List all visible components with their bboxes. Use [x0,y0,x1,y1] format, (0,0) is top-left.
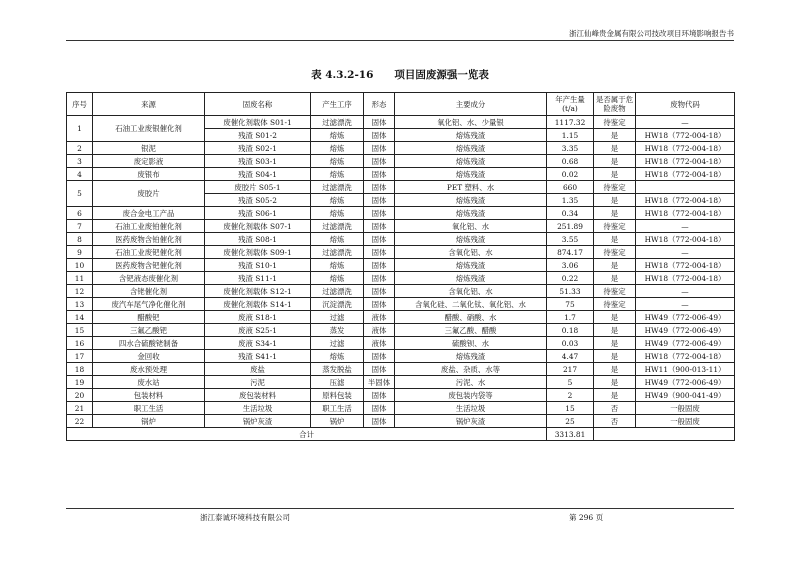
cell-name: 废包装材料 [205,389,311,402]
cell-code: HW18（772-004-18） [636,350,735,363]
cell-comp: 熔炼残渣 [395,194,547,207]
col-header: 是否属于危险废物 [594,93,636,116]
cell-src: 包装材料 [93,389,205,402]
cell-name: 废催化剂载体 S14-1 [205,298,311,311]
cell-src: 三氟乙酸钯 [93,324,205,337]
cell-comp: 熔炼残渣 [395,272,547,285]
total-row [67,428,735,441]
cell-name: 残渣 S11-1 [205,272,311,285]
cell-name: 废催化剂载体 S01-1 [205,116,311,129]
cell-comp: 废包装内袋等 [395,389,547,402]
cell-qty: 75 [547,298,594,311]
cell-haz: 是 [594,155,636,168]
cell-name: 残渣 S41-1 [205,350,311,363]
cell-code: HW18（772-004-18） [636,168,735,181]
table-row [67,142,735,155]
cell-comp: 熔炼残渣 [395,259,547,272]
cell-code: HW18（772-004-18） [636,272,735,285]
cell-no: 17 [67,350,93,363]
table-row [67,311,735,324]
cell-proc: 锅炉 [311,415,364,428]
cell-no: 20 [67,389,93,402]
cell-comp: 氧化铝、水 [395,220,547,233]
cell-no: 10 [67,259,93,272]
cell-comp: 硫酸钡、水 [395,337,547,350]
cell-form: 液体 [364,311,395,324]
cell-no: 19 [67,376,93,389]
cell-code: — [636,246,735,259]
cell-haz: 待鉴定 [594,246,636,259]
cell-qty: 874.17 [547,246,594,259]
cell-no: 16 [67,337,93,350]
cell-haz: 是 [594,350,636,363]
cell-name: 生活垃圾 [205,402,311,415]
cell-src: 废银布 [93,168,205,181]
cell-code: 一般固废 [636,402,735,415]
cell-proc: 过滤漂洗 [311,285,364,298]
cell-form: 固体 [364,207,395,220]
cell-form: 固体 [364,363,395,376]
cell-comp: 熔炼残渣 [395,129,547,142]
table-row [67,181,735,194]
cell-form: 固体 [364,233,395,246]
cell-code: HW18（772-004-18） [636,207,735,220]
table-row [67,272,735,285]
cell-proc: 压滤 [311,376,364,389]
cell-name: 废催化剂载体 S07-1 [205,220,311,233]
cell-form: 液体 [364,337,395,350]
cell-name: 残渣 S06-1 [205,207,311,220]
cell-qty: 0.22 [547,272,594,285]
cell-qty: 0.34 [547,207,594,220]
table-row [67,220,735,233]
cell-proc: 过滤漂洗 [311,181,364,194]
cell-code: HW18（772-004-18） [636,142,735,155]
cell-src: 含钯液态废催化剂 [93,272,205,285]
cell-name: 废液 S25-1 [205,324,311,337]
cell-src: 医药废物含钯催化剂 [93,259,205,272]
cell-comp: 熔炼残渣 [395,168,547,181]
cell-qty: 251.89 [547,220,594,233]
cell-proc: 职工生活 [311,402,364,415]
cell-haz: 是 [594,311,636,324]
cell-no: 5 [67,181,93,207]
cell-proc: 熔炼 [311,233,364,246]
cell-form: 半固体 [364,376,395,389]
cell-form: 固体 [364,220,395,233]
cell-qty: 0.18 [547,324,594,337]
cell-no: 3 [67,155,93,168]
cell-haz: 是 [594,233,636,246]
cell-haz: 待鉴定 [594,285,636,298]
cell-comp: 熔炼残渣 [395,350,547,363]
cell-comp: 锅炉灰渣 [395,415,547,428]
cell-src: 石油工业废银催化剂 [93,116,205,142]
cell-proc: 熔炼 [311,142,364,155]
table-header-row [67,93,735,116]
cell-proc: 过滤漂洗 [311,220,364,233]
cell-qty: 1.15 [547,129,594,142]
cell-code: — [636,298,735,311]
cell-form: 固体 [364,116,395,129]
cell-no: 9 [67,246,93,259]
cell-form: 固体 [364,389,395,402]
table-row [67,389,735,402]
cell-src: 废合金电工产品 [93,207,205,220]
cell-comp: 含氧化硅、二氧化钛、氧化铝、水 [395,298,547,311]
table-row [67,285,735,298]
cell-form: 固体 [364,142,395,155]
cell-haz: 是 [594,142,636,155]
col-header: 产生工序 [311,93,364,116]
table-row [67,155,735,168]
cell-form: 固体 [364,272,395,285]
table-row [67,259,735,272]
cell-proc: 过滤 [311,311,364,324]
cell-proc: 蒸发 [311,324,364,337]
cell-src: 职工生活 [93,402,205,415]
table-title: 表 4.3.2-16 项目固废源强一览表 [311,69,489,81]
cell-no: 6 [67,207,93,220]
table-row [67,337,735,350]
footer-page-number: 第 296 页 [569,513,604,522]
cell-qty: 217 [547,363,594,376]
cell-comp: 氧化铝、水、少量银 [395,116,547,129]
cell-code: — [636,285,735,298]
cell-haz: 否 [594,415,636,428]
cell-form: 固体 [364,181,395,194]
footer-company: 浙江泰诚环境科技有限公司 [200,513,290,522]
cell-src: 锅炉 [93,415,205,428]
cell-haz: 是 [594,129,636,142]
cell-comp: 熔炼残渣 [395,155,547,168]
cell-comp: 污泥、水 [395,376,547,389]
cell-comp: 熔炼残渣 [395,142,547,155]
table-row [67,298,735,311]
col-header: 年产生量(t/a) [547,93,594,116]
cell-haz: 待鉴定 [594,116,636,129]
cell-name: 残渣 S05-2 [205,194,311,207]
cell-no: 12 [67,285,93,298]
cell-qty: 4.47 [547,350,594,363]
cell-name: 废液 S34-1 [205,337,311,350]
cell-name: 残渣 S04-1 [205,168,311,181]
cell-qty: 25 [547,415,594,428]
cell-code: HW49（772-006-49） [636,376,735,389]
cell-src: 医药废物含铂催化剂 [93,233,205,246]
table-row [67,233,735,246]
col-header: 序号 [67,93,93,116]
cell-code: HW49（772-006-49） [636,324,735,337]
cell-haz: 是 [594,194,636,207]
col-header: 固废名称 [205,93,311,116]
cell-qty: 3.06 [547,259,594,272]
cell-haz: 是 [594,324,636,337]
table-body [67,116,735,441]
cell-haz: 是 [594,272,636,285]
cell-form: 固体 [364,259,395,272]
waste-table [66,92,735,441]
cell-qty: 3.35 [547,142,594,155]
cell-proc: 原料包装 [311,389,364,402]
cell-src: 金回收 [93,350,205,363]
cell-form: 固体 [364,129,395,142]
cell-no: 22 [67,415,93,428]
table-row [67,350,735,363]
cell-name: 废胶片 S05-1 [205,181,311,194]
cell-proc: 熔炼 [311,350,364,363]
cell-qty: 1.7 [547,311,594,324]
cell-no: 21 [67,402,93,415]
cell-src: 含铑催化剂 [93,285,205,298]
cell-qty: 3.55 [547,233,594,246]
cell-haz: 是 [594,168,636,181]
cell-haz: 是 [594,259,636,272]
table-row [67,415,735,428]
cell-comp: 醋酸、硝酸、水 [395,311,547,324]
cell-name: 残渣 S10-1 [205,259,311,272]
cell-no: 11 [67,272,93,285]
cell-proc: 过滤 [311,337,364,350]
total-label: 合计 [67,428,547,441]
cell-code: HW18（772-004-18） [636,233,735,246]
cell-proc: 熔炼 [311,129,364,142]
cell-comp: 含氧化铝、水 [395,246,547,259]
cell-qty: 1117.32 [547,116,594,129]
cell-no: 13 [67,298,93,311]
cell-name: 残渣 S03-1 [205,155,311,168]
cell-name: 残渣 S08-1 [205,233,311,246]
footer-divider [66,508,734,509]
cell-qty: 2 [547,389,594,402]
cell-proc: 熔炼 [311,207,364,220]
cell-proc: 熔炼 [311,272,364,285]
cell-no: 18 [67,363,93,376]
cell-code [636,181,735,194]
cell-src: 银泥 [93,142,205,155]
cell-no: 7 [67,220,93,233]
table-row [67,207,735,220]
cell-name: 锅炉灰渣 [205,415,311,428]
cell-comp: 熔炼残渣 [395,233,547,246]
cell-code: HW11（900-013-11） [636,363,735,376]
cell-proc: 熔炼 [311,155,364,168]
cell-qty: 5 [547,376,594,389]
cell-no: 2 [67,142,93,155]
page-header: 浙江仙峰贵金属有限公司技改项目环境影响报告书 [569,29,734,38]
cell-code: HW18（772-004-18） [636,155,735,168]
total-quantity: 3313.81 [547,428,594,441]
cell-code: HW18（772-004-18） [636,194,735,207]
cell-form: 固体 [364,415,395,428]
cell-name: 残渣 S01-2 [205,129,311,142]
cell-code: HW18（772-004-18） [636,129,735,142]
cell-proc: 熔炼 [311,194,364,207]
cell-no: 1 [67,116,93,142]
cell-code: — [636,116,735,129]
table-row [67,324,735,337]
cell-proc: 蒸发脱盐 [311,363,364,376]
cell-src: 废胶片 [93,181,205,207]
cell-src: 废定影液 [93,155,205,168]
cell-haz: 是 [594,389,636,402]
cell-qty: 0.03 [547,337,594,350]
cell-proc: 沉淀漂洗 [311,298,364,311]
cell-qty: 0.68 [547,155,594,168]
cell-haz: 是 [594,376,636,389]
cell-name: 污泥 [205,376,311,389]
cell-src: 醋酸钯 [93,311,205,324]
cell-proc: 过滤漂洗 [311,116,364,129]
cell-qty: 660 [547,181,594,194]
table-row [67,376,735,389]
cell-proc: 过滤漂洗 [311,246,364,259]
cell-haz: 是 [594,337,636,350]
table-row [67,363,735,376]
cell-proc: 熔炼 [311,259,364,272]
cell-src: 石油工业废铂催化剂 [93,220,205,233]
cell-qty: 1.35 [547,194,594,207]
cell-code: HW49（772-006-49） [636,337,735,350]
cell-name: 废液 S18-1 [205,311,311,324]
cell-comp: 生活垃圾 [395,402,547,415]
cell-form: 固体 [364,194,395,207]
total-empty [594,428,735,441]
cell-comp: PET 塑料、水 [395,181,547,194]
table-row [67,168,735,181]
header-divider [66,40,734,41]
cell-src: 废水站 [93,376,205,389]
cell-name: 废催化剂载体 S12-1 [205,285,311,298]
cell-comp: 熔炼残渣 [395,207,547,220]
cell-form: 液体 [364,324,395,337]
cell-form: 固体 [364,285,395,298]
cell-qty: 15 [547,402,594,415]
cell-form: 固体 [364,298,395,311]
table-row [67,116,735,129]
cell-haz: 是 [594,363,636,376]
cell-comp: 废盐、杂质、水等 [395,363,547,376]
cell-code: HW18（772-004-18） [636,259,735,272]
cell-haz: 是 [594,207,636,220]
cell-code: — [636,220,735,233]
table-row [67,246,735,259]
cell-name: 废催化剂载体 S09-1 [205,246,311,259]
cell-qty: 51.33 [547,285,594,298]
col-header: 废物代码 [636,93,735,116]
cell-comp: 三氟乙酸、醋酸 [395,324,547,337]
cell-no: 4 [67,168,93,181]
cell-name: 残渣 S02-1 [205,142,311,155]
cell-form: 固体 [364,350,395,363]
cell-haz: 待鉴定 [594,298,636,311]
cell-name: 废盐 [205,363,311,376]
cell-haz: 待鉴定 [594,181,636,194]
cell-src: 四水合硫酸铑制备 [93,337,205,350]
cell-proc: 熔炼 [311,168,364,181]
table-row [67,402,735,415]
col-header: 形态 [364,93,395,116]
cell-form: 固体 [364,402,395,415]
cell-comp: 含氧化铝、水 [395,285,547,298]
cell-form: 固体 [364,246,395,259]
cell-code: HW49（772-006-49） [636,311,735,324]
cell-src: 废汽车尾气净化催化剂 [93,298,205,311]
cell-code: 一般固废 [636,415,735,428]
cell-haz: 否 [594,402,636,415]
cell-no: 8 [67,233,93,246]
cell-no: 14 [67,311,93,324]
col-header: 来源 [93,93,205,116]
cell-form: 固体 [364,155,395,168]
cell-form: 固体 [364,168,395,181]
col-header: 主要成分 [395,93,547,116]
cell-code: HW49（900-041-49） [636,389,735,402]
cell-src: 废水预处理 [93,363,205,376]
cell-no: 15 [67,324,93,337]
cell-haz: 待鉴定 [594,220,636,233]
cell-qty: 0.02 [547,168,594,181]
cell-src: 石油工业废钯催化剂 [93,246,205,259]
